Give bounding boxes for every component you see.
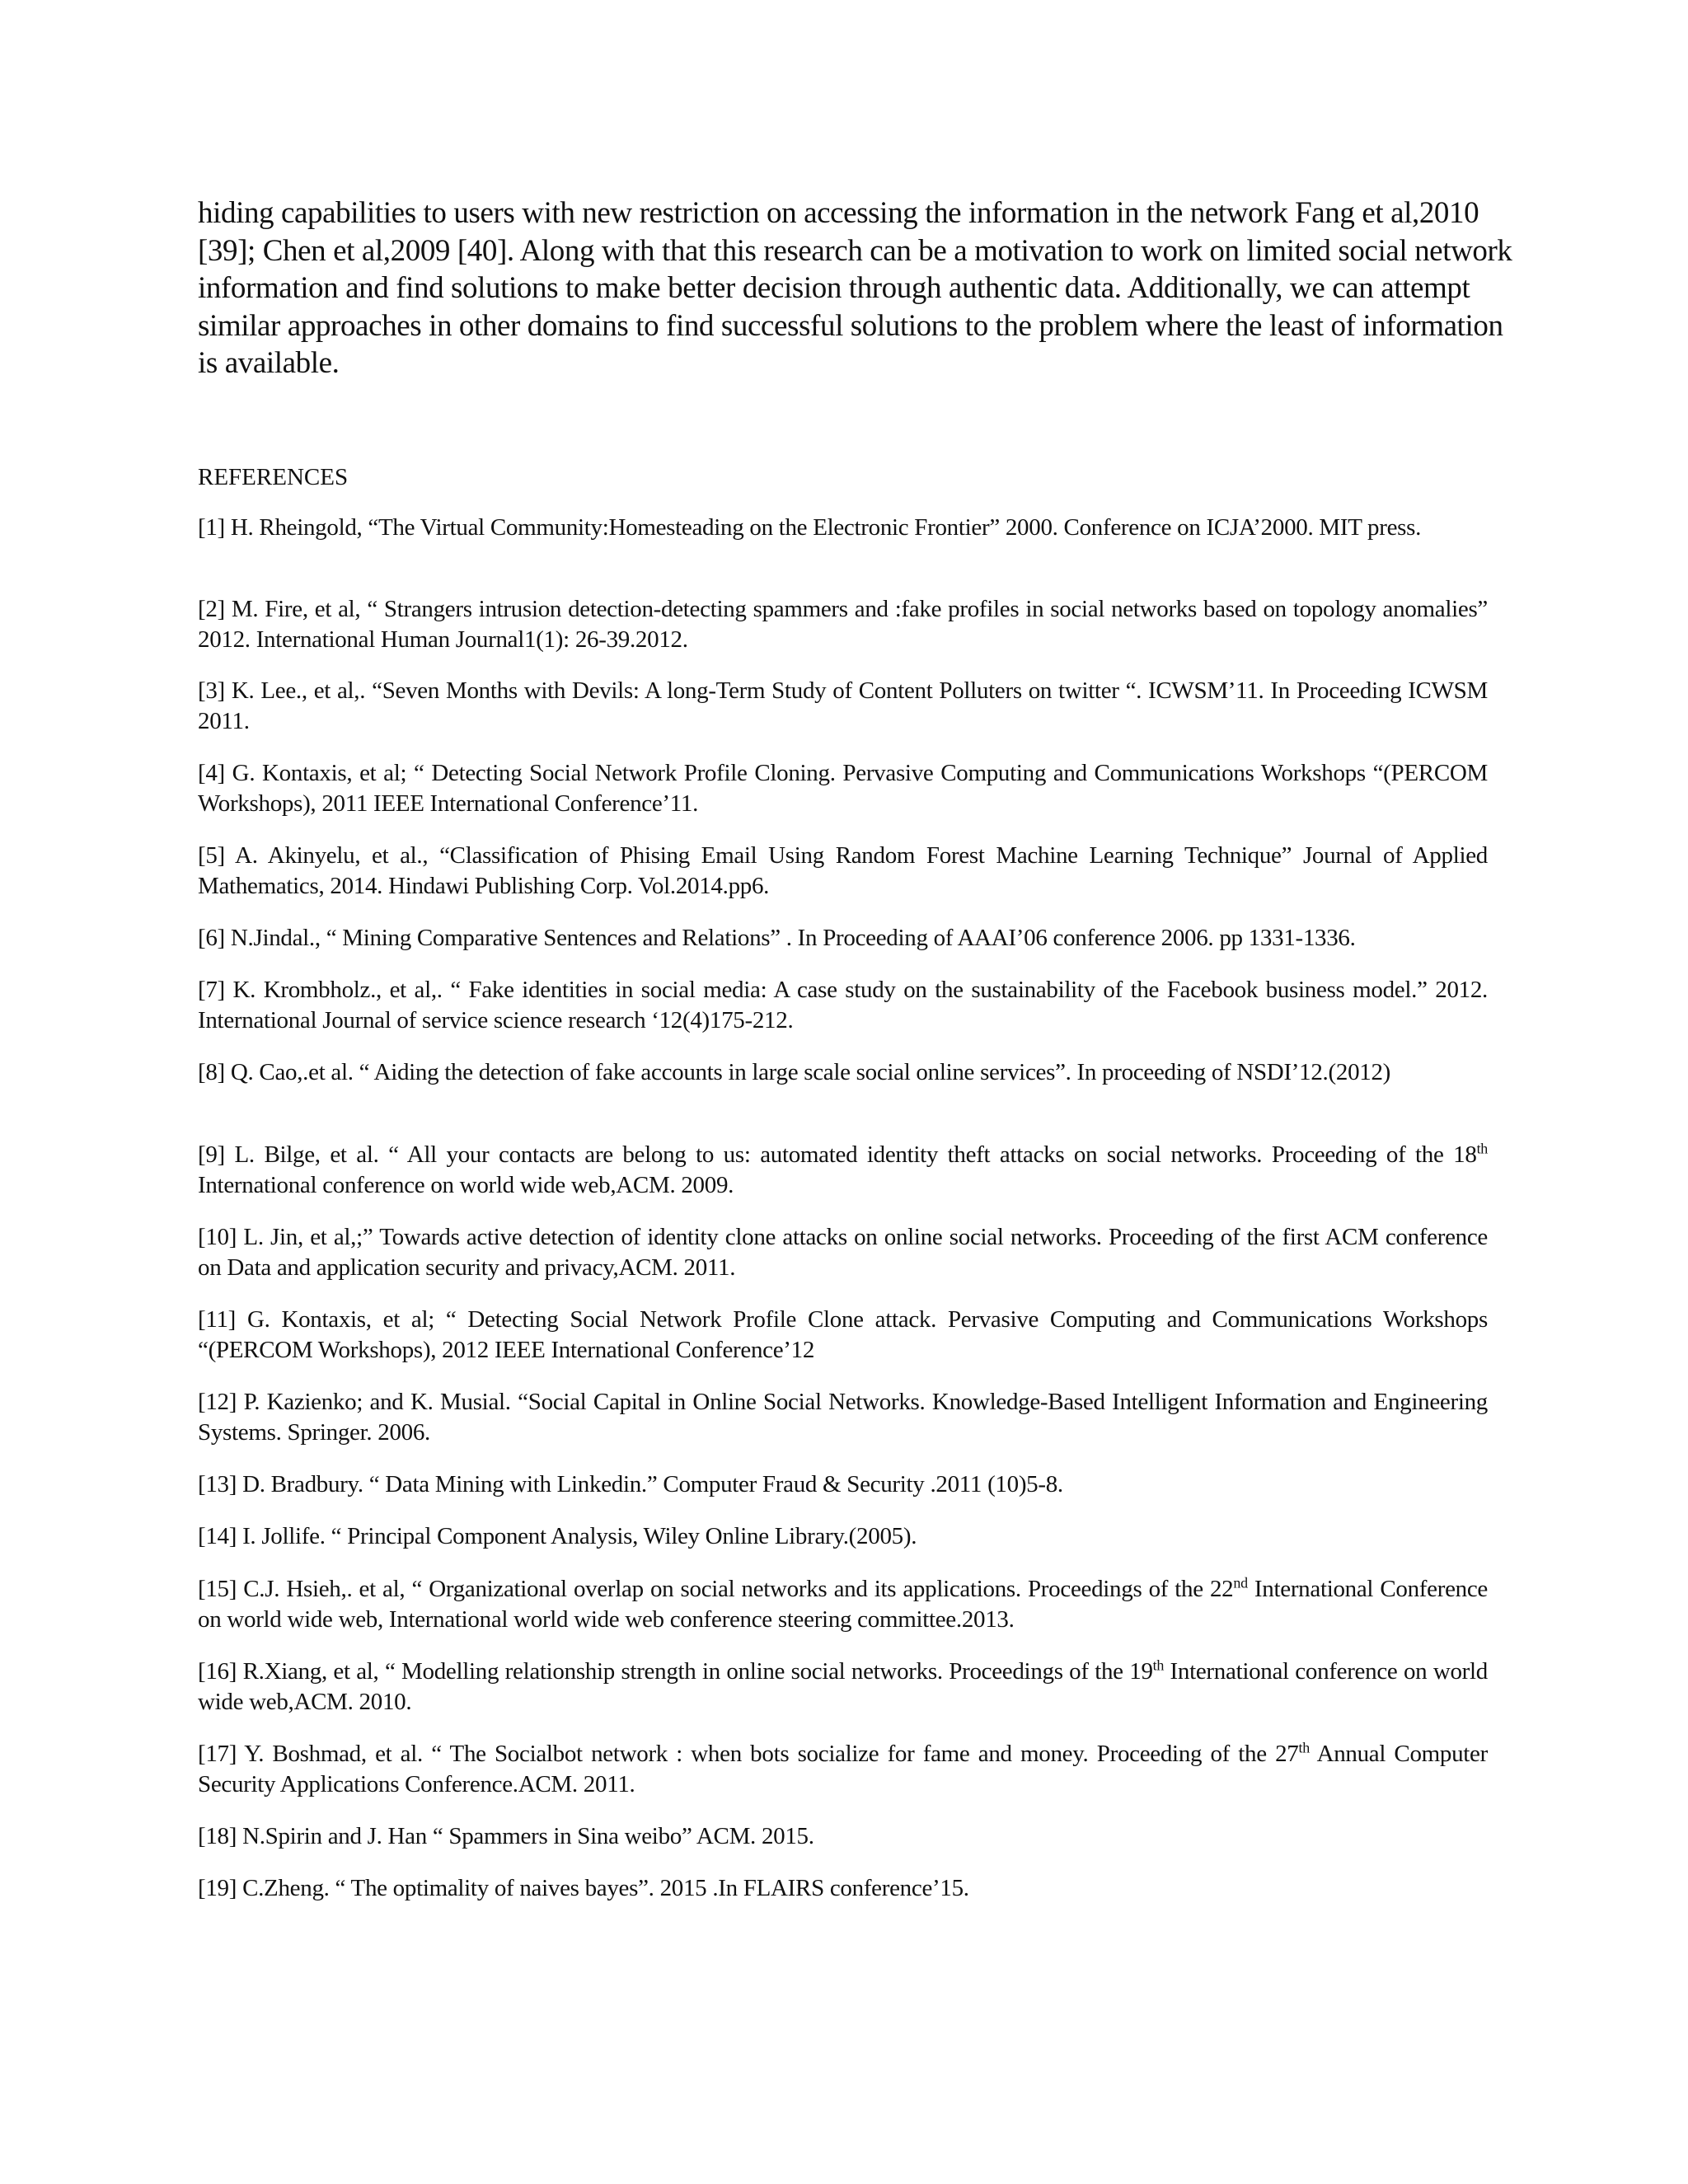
reference-item [198, 1657, 1488, 1718]
reference-item: [5] A. Akinyelu, et al., “Classification of Phising Email Using Random Forest Machine Learning Technique” Journal of Applied Mathematics, 2014. Hindawi Publishing Corp. Vol.2014.pp6. [198, 842, 1488, 899]
reference-item: [12] P. Kazienko; and K. Musial. “Social Capital in Online Social Networks. Knowledge-Based Intelligent Information and Engineering Systems. Springer. 2006. [198, 1389, 1488, 1446]
reference-text: International conference on world wide web,ACM. 2009. [198, 1172, 734, 1198]
reference-item: [3] K. Lee., et al,. “Seven Months with Devils: A long-Term Study of Content Polluters on twitter “. ICWSM’11. In Proceeding ICWSM 2011. [198, 677, 1488, 734]
reference-text: [15] C.J. Hsieh,. et al, “ Organizational overlap on social networks and its applications. Proceedings of the 22 [198, 1576, 1234, 1602]
reference-item: [2] M. Fire, et al, “ Strangers intrusion detection-detecting spammers and :fake profiles in social networks based on topology anomalies” 2012. International Human Journal1(1): 26-39.2012. [198, 596, 1488, 653]
reference-item: [6] N.Jindal., “ Mining Comparative Sentences and Relations” . In Proceeding of AAAI’06 conference 2006. pp 1331-1336. [198, 925, 1356, 951]
reference-item: [11] G. Kontaxis, et al; “ Detecting Social Network Profile Clone attack. Pervasive Computing and Communications Workshops “(PERCOM Workshops), 2012 IEEE International Conference’12 [198, 1306, 1488, 1363]
reference-item: [18] N.Spirin and J. Han “ Spammers in Sina weibo” ACM. 2015. [198, 1823, 814, 1849]
reference-item: [7] K. Krombholz., et al,. “ Fake identities in social media: A case study on the sustainability of the Facebook business model.” 2012. International Journal of service science research ‘12(4)175-212. [198, 977, 1488, 1033]
references-heading: REFERENCES [198, 464, 349, 490]
intro-paragraph: hiding capabilities to users with new restriction on accessing the information in the network Fang et al,2010 [39]; Chen et al,2009 [40]. Along with that this research can be a motivation to work on limited social network information and find solutions to make better decision through authentic data. Additionally, we can attempt similar approaches in other domains to find successful solutions to the problem where the least of information is available. [198, 196, 1512, 380]
reference-item: [1] H. Rheingold, “The Virtual Community:Homesteading on the Electronic Frontier” 2000. Conference on ICJA’2000. MIT press. [198, 514, 1422, 541]
ordinal-suffix: th [1152, 1657, 1165, 1674]
reference-item: [4] G. Kontaxis, et al; “ Detecting Social Network Profile Cloning. Pervasive Computing and Communications Workshops “(PERCOM Workshops), 2011 IEEE International Conference’11. [198, 760, 1488, 817]
reference-text: International conference on world wide web,ACM. 2010. [198, 1658, 1488, 1715]
reference-item [198, 1574, 1488, 1635]
reference-text: [16] R.Xiang, et al, “ Modelling relationship strength in online social networks. Proceedings of the 19 [198, 1658, 1153, 1685]
reference-item: [14] I. Jollife. “ Principal Component Analysis, Wiley Online Library.(2005). [198, 1523, 917, 1549]
ordinal-suffix: th [1298, 1739, 1310, 1756]
reference-item [198, 1739, 1488, 1800]
reference-text: [9] L. Bilge, et al. “ All your contacts are belong to us: automated identity theft attacks on social networks. Proceeding of the 18 [198, 1141, 1477, 1168]
reference-item: [10] L. Jin, et al,;” Towards active detection of identity clone attacks on online social networks. Proceeding of the first ACM conference on Data and application security and privacy,ACM. 2011. [198, 1224, 1488, 1281]
reference-item: [8] Q. Cao,.et al. “ Aiding the detection of fake accounts in large scale social online services”. In proceeding of NSDI’12.(2012) [198, 1059, 1391, 1085]
ordinal-suffix: nd [1233, 1574, 1248, 1591]
reference-item: [13] D. Bradbury. “ Data Mining with Linkedin.” Computer Fraud & Security .2011 (10)5-8. [198, 1471, 1063, 1497]
reference-text: Annual Computer Security Applications Conference.ACM. 2011. [198, 1741, 1488, 1797]
reference-item [198, 1140, 1488, 1201]
ordinal-suffix: th [1476, 1140, 1488, 1157]
reference-text: International Conference on world wide web, International world wide web conference steering committee.2013. [198, 1576, 1488, 1633]
reference-item: [19] C.Zheng. “ The optimality of naives bayes”. 2015 .In FLAIRS conference’15. [198, 1875, 969, 1901]
reference-text: [17] Y. Boshmad, et al. “ The Socialbot network : when bots socialize for fame and money. Proceeding of the 27 [198, 1741, 1299, 1767]
